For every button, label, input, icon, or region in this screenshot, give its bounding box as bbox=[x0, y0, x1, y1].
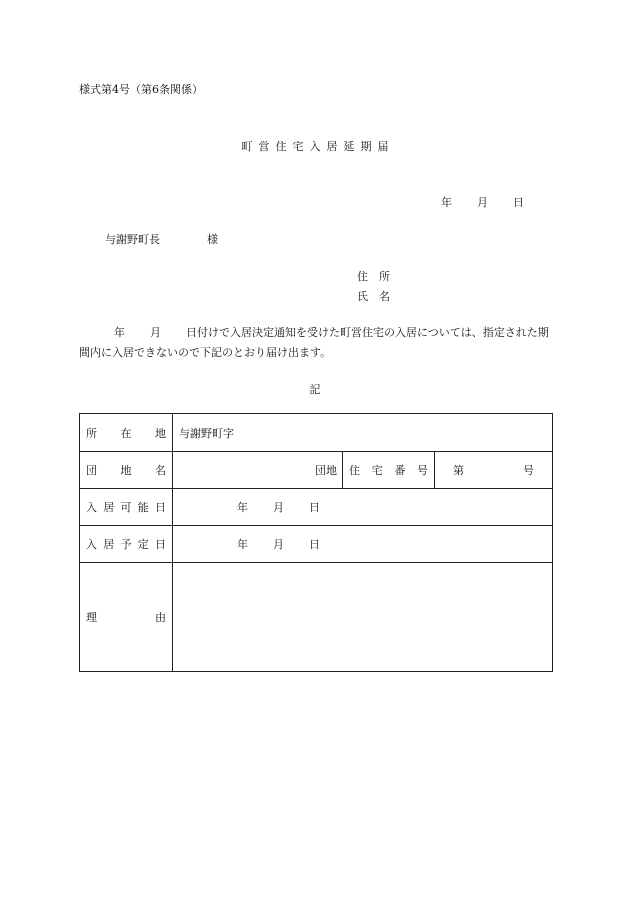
label-char: 地 bbox=[120, 464, 132, 477]
reason-label bbox=[80, 563, 173, 671]
body-text bbox=[79, 323, 554, 363]
house-number-prefix: 第 bbox=[453, 464, 464, 477]
table-row-reason bbox=[80, 563, 552, 671]
label-char: 番 bbox=[394, 464, 406, 477]
label-char: 氏 bbox=[357, 290, 368, 303]
address-label bbox=[357, 268, 390, 284]
location-label bbox=[80, 414, 173, 451]
addressee bbox=[105, 231, 218, 247]
location-value: 与謝野町字 bbox=[179, 426, 234, 440]
title-char: 居 bbox=[326, 140, 338, 153]
date-day: 日 bbox=[513, 196, 524, 209]
table-row-location bbox=[80, 414, 552, 452]
body-rest: 日付けで入居決定通知を受けた町営住宅の入居については、指定された期間内に入居できないので下記のとおり届け出ます。 bbox=[79, 326, 549, 359]
document-title bbox=[0, 138, 630, 154]
label-char: 由 bbox=[155, 611, 166, 624]
form-number: 様式第4号（第6条関係） bbox=[79, 83, 203, 96]
reason-value bbox=[173, 563, 552, 671]
name-label bbox=[357, 288, 390, 304]
body-month: 月 bbox=[150, 326, 161, 339]
table-row-available bbox=[80, 489, 552, 526]
available-date bbox=[173, 489, 552, 525]
title-char: 延 bbox=[343, 140, 355, 153]
detail-table bbox=[79, 413, 553, 672]
available-month: 月 bbox=[273, 501, 284, 514]
house-number-cell bbox=[435, 452, 552, 488]
label-char: 理 bbox=[86, 611, 97, 624]
title-char: 届 bbox=[377, 140, 389, 153]
label-char: 定 bbox=[137, 538, 149, 551]
title-char: 住 bbox=[275, 140, 287, 153]
available-label bbox=[80, 489, 173, 525]
planned-date bbox=[173, 526, 552, 562]
label-char: 日 bbox=[155, 538, 166, 551]
planned-month: 月 bbox=[273, 538, 284, 551]
label-char: 居 bbox=[103, 501, 115, 514]
label-char: 在 bbox=[120, 426, 132, 440]
complex-label bbox=[80, 452, 173, 488]
label-char: 能 bbox=[137, 501, 149, 514]
addressee-name: 与謝野町長 bbox=[105, 233, 160, 246]
date-month: 月 bbox=[477, 196, 488, 209]
table-row-complex bbox=[80, 452, 552, 489]
label-char: 団 bbox=[86, 464, 97, 477]
label-char: 所 bbox=[86, 426, 97, 440]
complex-suffix: 団地 bbox=[315, 464, 337, 477]
label-char: 日 bbox=[155, 501, 166, 514]
label-char: 名 bbox=[155, 464, 166, 477]
complex-name-cell bbox=[173, 452, 343, 488]
label-char: 可 bbox=[120, 501, 132, 514]
available-day: 日 bbox=[309, 501, 320, 514]
house-number-label bbox=[343, 452, 435, 488]
available-year: 年 bbox=[237, 501, 248, 514]
addressee-suffix: 様 bbox=[207, 233, 218, 246]
label-char: 予 bbox=[120, 538, 132, 551]
title-char: 宅 bbox=[292, 140, 304, 153]
label-char: 住 bbox=[349, 464, 360, 477]
label-char: 居 bbox=[103, 538, 115, 551]
label-char: 所 bbox=[379, 270, 390, 283]
title-char: 営 bbox=[258, 140, 270, 153]
planned-year: 年 bbox=[237, 538, 248, 551]
submission-date bbox=[441, 194, 524, 210]
label-char: 宅 bbox=[371, 464, 383, 477]
label-char: 号 bbox=[416, 464, 428, 477]
label-char: 地 bbox=[155, 426, 166, 440]
date-year: 年 bbox=[441, 196, 452, 209]
label-char: 住 bbox=[357, 270, 368, 283]
label-char: 入 bbox=[86, 538, 97, 551]
planned-day: 日 bbox=[309, 538, 320, 551]
title-char: 期 bbox=[360, 140, 372, 153]
planned-label bbox=[80, 526, 173, 562]
body-year: 年 bbox=[114, 326, 125, 339]
ki-heading: 記 bbox=[309, 383, 321, 396]
table-row-planned bbox=[80, 526, 552, 563]
label-char: 入 bbox=[86, 501, 97, 514]
title-char: 入 bbox=[309, 140, 321, 153]
label-char: 名 bbox=[379, 290, 390, 303]
house-number-suffix: 号 bbox=[523, 464, 534, 477]
title-char: 町 bbox=[241, 140, 253, 153]
